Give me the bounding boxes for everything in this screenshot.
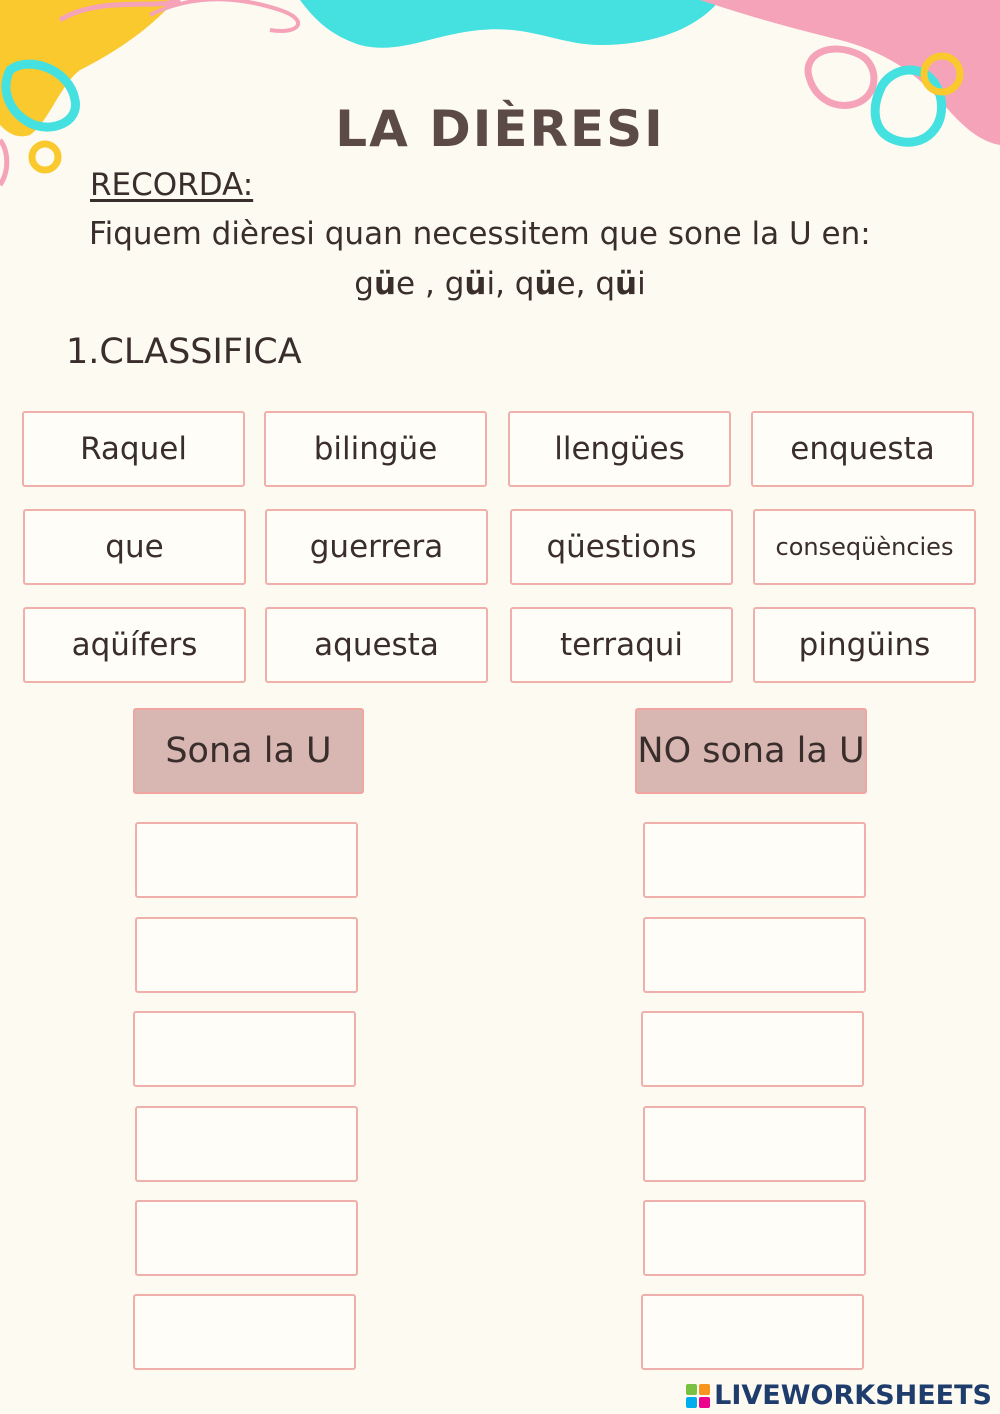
drop-slot-no-sona[interactable] xyxy=(643,917,866,993)
word-card[interactable]: Raquel xyxy=(22,411,245,487)
example-3: qüe, xyxy=(514,266,596,302)
liveworksheets-logo-icon xyxy=(686,1384,710,1408)
section-title: 1.CLASSIFICA xyxy=(66,332,302,372)
rule-text: Fiquem dièresi quan necessitem que sone la U en: xyxy=(89,216,871,252)
word-card[interactable]: aquesta xyxy=(265,607,488,683)
drop-slot-sona[interactable] xyxy=(133,1011,356,1087)
drop-slot-no-sona[interactable] xyxy=(643,1200,866,1276)
drop-slot-sona[interactable] xyxy=(135,822,358,898)
example-4: qüi xyxy=(595,266,646,302)
brand-label: LIVEWORKSHEETS xyxy=(714,1380,992,1411)
word-card[interactable]: qüestions xyxy=(510,509,733,585)
word-card[interactable]: aqüífers xyxy=(23,607,246,683)
column-header-no-sona: NO sona la U xyxy=(635,708,867,794)
page-title: LA DIÈRESI xyxy=(335,100,665,158)
word-card[interactable]: bilingüe xyxy=(264,411,487,487)
drop-slot-sona[interactable] xyxy=(135,1106,358,1182)
drop-slot-no-sona[interactable] xyxy=(641,1011,864,1087)
example-1: güe , xyxy=(354,266,445,302)
word-card[interactable]: conseqüències xyxy=(753,509,976,585)
word-card[interactable]: enquesta xyxy=(751,411,974,487)
liveworksheets-brand xyxy=(686,1380,992,1411)
recorda-label: RECORDA: xyxy=(90,167,254,203)
word-card[interactable]: que xyxy=(23,509,246,585)
word-card[interactable]: llengües xyxy=(508,411,731,487)
word-card[interactable]: pingüins xyxy=(753,607,976,683)
drop-slot-no-sona[interactable] xyxy=(641,1294,864,1370)
word-card[interactable]: terraqui xyxy=(510,607,733,683)
drop-slot-no-sona[interactable] xyxy=(643,822,866,898)
examples-line xyxy=(0,266,1000,302)
example-2: güi, xyxy=(444,266,515,302)
drop-slot-no-sona[interactable] xyxy=(643,1106,866,1182)
column-header-sona: Sona la U xyxy=(133,708,364,794)
drop-slot-sona[interactable] xyxy=(135,917,358,993)
drop-slot-sona[interactable] xyxy=(133,1294,356,1370)
word-card[interactable]: guerrera xyxy=(265,509,488,585)
drop-slot-sona[interactable] xyxy=(135,1200,358,1276)
